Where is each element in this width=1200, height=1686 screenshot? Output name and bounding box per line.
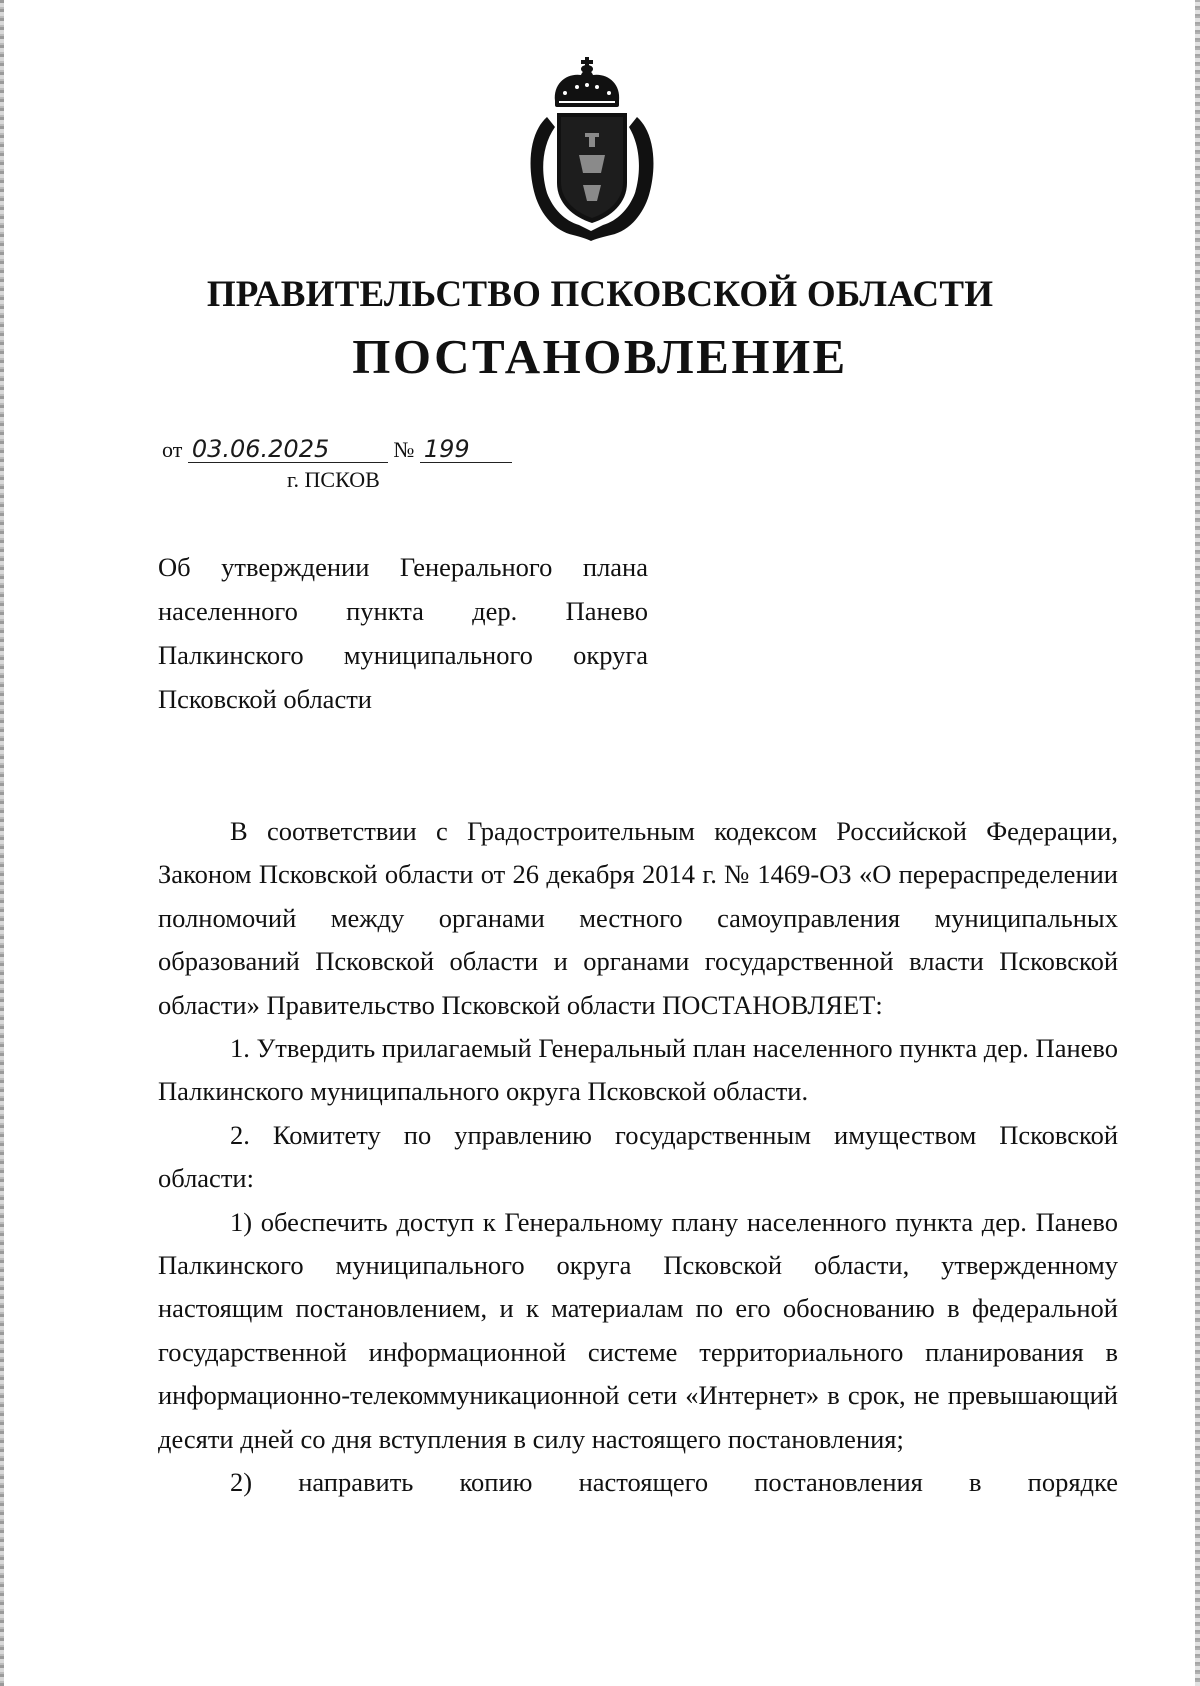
body-paragraph: 1. Утвердить прилагаемый Генеральный план населенного пункта дер. Панево Палкинского муниципального округа Псковской области.: [158, 1033, 1118, 1107]
number-prefix: №: [393, 437, 415, 462]
document-body: [158, 810, 1118, 1505]
body-paragraph: В соответствии с Градостроительным кодексом Российской Федерации, Законом Псковской области от 26 декабря 2014 г. № 1469-ОЗ «О перераспределении полномочий между органами местного самоуправления муниципальных образований Псковской области и органами государственной власти Псковской области» Правительство Псковской области ПОСТАНОВЛЯЕТ:: [158, 816, 1118, 1020]
subject-line: Псковской области: [158, 684, 372, 714]
subject-line: населенного пункта дер. Панево: [158, 596, 648, 626]
subject-line: Об утверждении Генерального плана: [158, 552, 648, 582]
number-value: 199: [420, 436, 512, 463]
city-label: г. ПСКОВ: [287, 467, 380, 492]
scan-edge-left: [0, 0, 4, 1686]
date-value: 03.06.2025: [188, 436, 388, 463]
body-paragraph: 1) обеспечить доступ к Генеральному плану населенного пункта дер. Панево Палкинского муниципального округа Псковской области, утвержденному настоящим постановлением, и к материалам по его обоснованию в федеральной государственной информационной системе территориального планирования в информационно-телекоммуникационной сети «Интернет» в срок, не превышающий десяти дней со дня вступления в силу настоящего постановления;: [158, 1206, 1118, 1454]
document-type-title: ПОСТАНОВЛЕНИЕ: [352, 329, 848, 384]
document-subject: [158, 545, 648, 721]
scan-edge-right: [1195, 0, 1200, 1686]
government-title: ПРАВИТЕЛЬСТВО ПСКОВСКОЙ ОБЛАСТИ: [206, 274, 994, 315]
pskov-coat-of-arms-icon: [525, 55, 661, 241]
date-prefix: от: [162, 437, 183, 462]
date-number-line: [162, 436, 512, 464]
subject-line: Палкинского муниципального округа: [158, 640, 648, 670]
body-paragraph: 2. Комитету по управлению государственным имуществом Псковской области:: [158, 1119, 1118, 1194]
body-paragraph: 2) направить копию настоящего постановления в порядке: [230, 1467, 1118, 1498]
